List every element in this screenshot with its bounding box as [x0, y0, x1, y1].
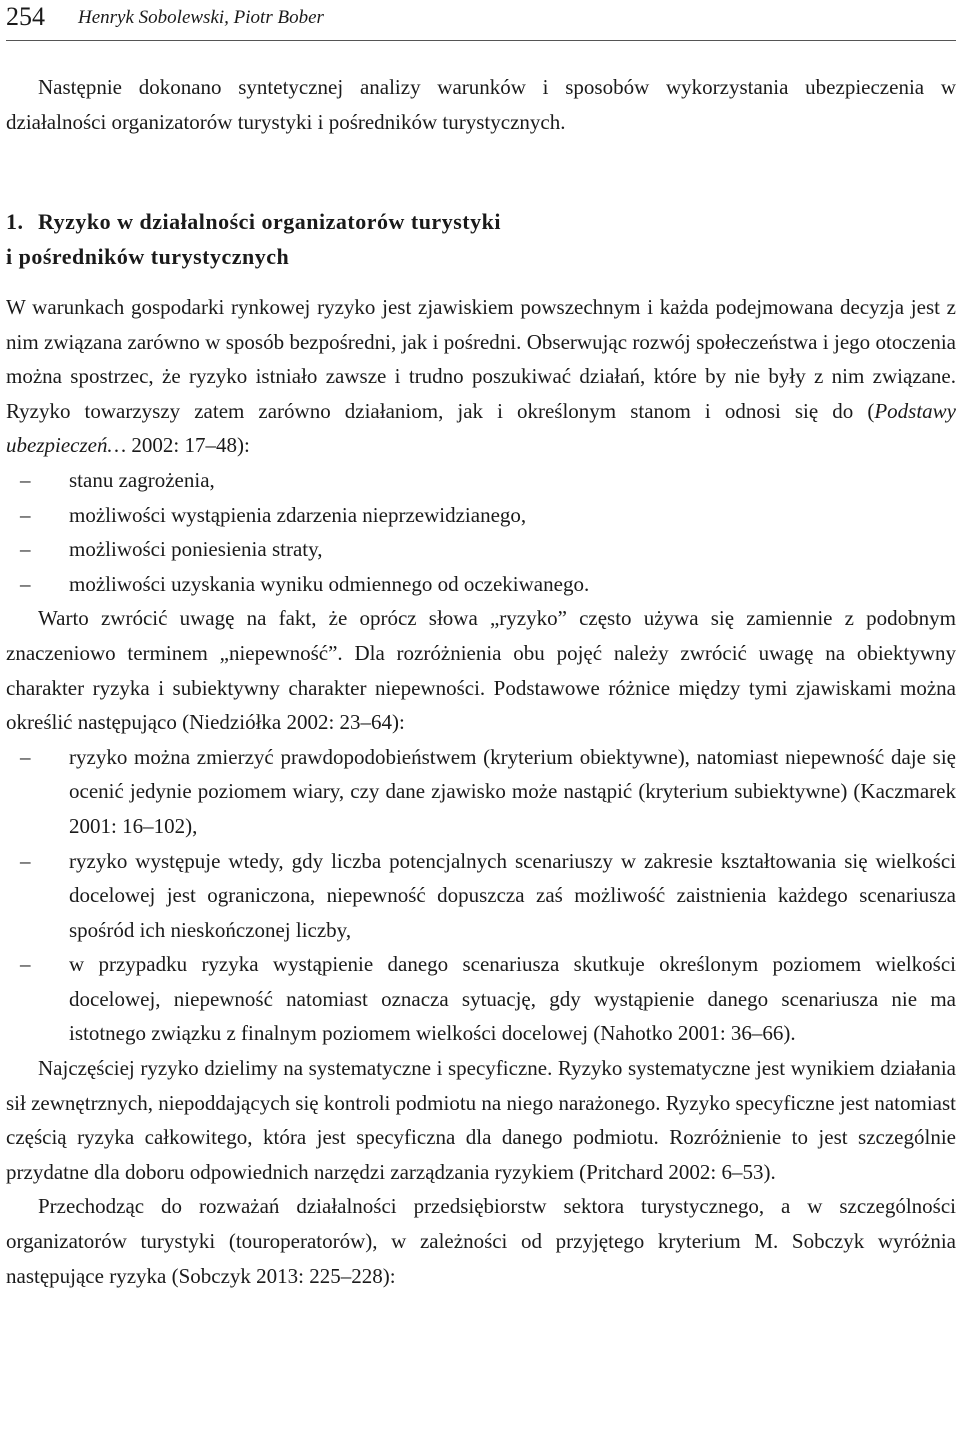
list-item: [6, 947, 956, 1051]
list-item-text: możliwości poniesienia straty,: [69, 537, 323, 562]
dash-marker: –: [20, 502, 31, 527]
running-authors: Henryk Sobolewski, Piotr Bober: [78, 7, 324, 28]
list-item: [6, 498, 956, 533]
running-header: [6, 0, 956, 41]
list-item: [6, 463, 956, 498]
main-text: [6, 290, 956, 1293]
dash-marker: –: [20, 848, 31, 873]
risk-meaning-list: [6, 463, 956, 601]
dash-marker: –: [20, 571, 31, 596]
list-item-text: stanu zagrożenia,: [69, 467, 215, 492]
section-title-line1: Ryzyko w działalności organizatorów turystyki: [38, 209, 501, 234]
list-item-text: możliwości uzyskania wyniku odmiennego od oczekiwanego.: [69, 571, 590, 596]
paragraph-1-text: W warunkach gospodarki rynkowej ryzyko jest zjawiskiem powszechnym i każda podejmowana decyzja jest z nim związana zarówno w sposób bezpośredni, jak i pośredni. Obserwując rozwój społeczeństwa i jego otoczenia można spostrzec, że ryzyko istniało zawsze i trudno poszukiwać działań, które by nie były z nim związane. Ryzyko towarzyszy zatem zarówno działaniom, jak i określonym stanom i odnosi się do (: [6, 295, 956, 423]
section-title-line2: i pośredników turystycznych: [6, 244, 290, 269]
list-item-text: ryzyko występuje wtedy, gdy liczba potencjalnych scenariuszy w zakresie kształtowania się wielkości docelowej jest ograniczona, niepewność dopuszcza zaś możliwość zaistnienia każdego scenariusza spośród ich nieskończonej liczby,: [69, 848, 956, 942]
list-item-text: w przypadku ryzyka wystąpienie danego scenariusza skutkuje określonym poziomem wielkości docelowej, niepewność natomiast oznacza sytuację, gdy wystąpienie danego scenariusza nie ma istotnego związku z finalnym poziomem wielkości docelowej (Nahotko 2001: 36–66).: [69, 952, 956, 1046]
section-heading: [6, 204, 956, 274]
risk-vs-uncertainty-list: [6, 740, 956, 1051]
list-item-text: ryzyko można zmierzyć prawdopodobieństwem (kryterium obiektywne), natomiast niepewność daje się ocenić jedynie poziomem wiary, czy dane zjawisko może nastąpić (kryterium subiektywne) (Kaczmarek 2001: 16–102),: [69, 744, 956, 838]
paragraph-3: Najczęściej ryzyko dzielimy na systematyczne i specyficzne. Ryzyko systematyczne jest wynikiem działania sił zewnętrznych, niepoddających się kontroli podmiotu na niego narażonego. Ryzyko specyficzne jest natomiast częścią ryzyka całkowitego, która jest specyficzna dla danego podmiotu. Rozróżnienie to jest szczególnie przydatne dla doboru odpowiednich narzędzi zarządzania ryzykiem (Pritchard 2002: 6–53).: [6, 1056, 956, 1184]
section-number: 1.: [6, 209, 24, 234]
dash-marker: –: [20, 537, 31, 562]
dash-marker: –: [20, 952, 31, 977]
paragraph-2: Warto zwrócić uwagę na fakt, że oprócz słowa „ryzyko” często używa się zamiennie z podobnym znaczeniowo terminem „niepewność”. Dla rozróżnienia obu pojęć należy zwrócić uwagę na obiektywny charakter ryzyka i subiektywny charakter niepewności. Podstawowe różnice między tymi zjawiskami można określić następująco (Niedziółka 2002: 23–64):: [6, 606, 956, 735]
list-item: [6, 844, 956, 948]
paragraph-4: Przechodząc do rozważań działalności przedsiębiorstw sektora turystycznego, a w szczególności organizatorów turystyki (touroperatorów), w zależności od przyjętego kryterium M. Sobczyk wyróżnia następujące ryzyka (Sobczyk 2013: 225–228):: [6, 1194, 956, 1288]
intro-paragraph: Następnie dokonano syntetycznej analizy warunków i sposobów wykorzystania ubezpieczenia w działalności organizatorów turystyki i pośredników turystycznych.: [6, 75, 956, 134]
paragraph-1: [6, 290, 956, 463]
dash-marker: –: [20, 467, 31, 492]
citation-italic: Podstawy ubezpieczeń…: [6, 398, 956, 458]
list-item: [6, 740, 956, 844]
paragraph-1-tail: 2002: 17–48):: [126, 433, 250, 458]
list-item-text: możliwości wystąpienia zdarzenia nieprzewidzianego,: [69, 502, 527, 527]
page-number: 254: [6, 2, 45, 31]
list-item: [6, 532, 956, 567]
dash-marker: –: [20, 744, 31, 769]
list-item: [6, 567, 956, 602]
